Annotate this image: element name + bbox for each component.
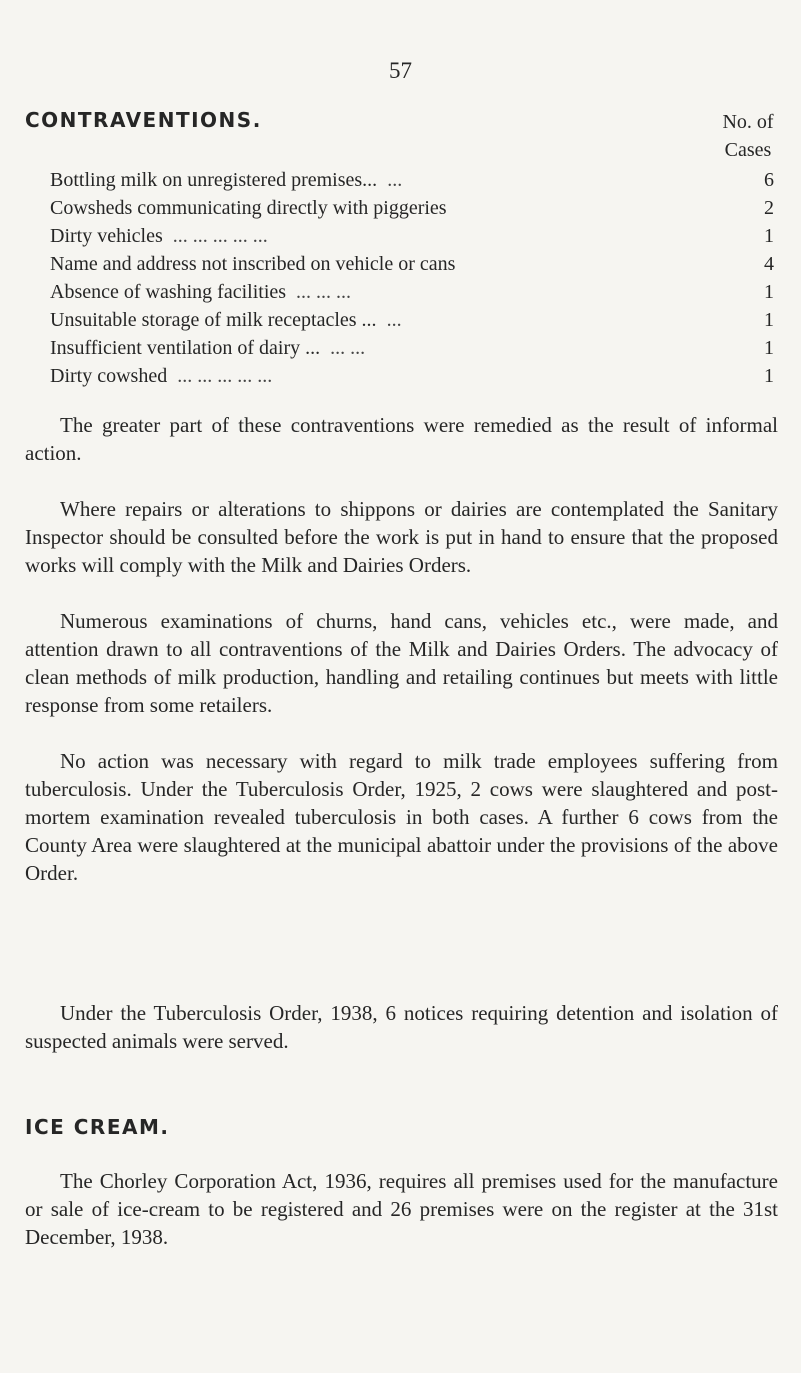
paragraph-informal-action: The greater part of these contraventions were remedied as the result of informal action. bbox=[25, 413, 778, 465]
row-count: 1 bbox=[764, 309, 774, 331]
row-leader: ... ... ... ... ... bbox=[172, 225, 268, 247]
row-leader: ... ... ... bbox=[296, 281, 352, 303]
paragraph-ice-cream: The Chorley Corporation Act, 1936, requires all premises used for the manufacture or sale of ice-cream to be registered and 26 premises were on the register at the 31st December, 1938. bbox=[25, 1169, 778, 1249]
row-leader: ... bbox=[386, 309, 402, 331]
table-row bbox=[50, 278, 774, 306]
page-number: 57 bbox=[389, 58, 412, 83]
contraventions-heading: CONTRAVENTIONS. bbox=[25, 108, 262, 132]
row-label: Name and address not inscribed on vehicle or cans bbox=[50, 253, 456, 275]
table-row bbox=[50, 194, 774, 222]
row-count: 2 bbox=[764, 197, 774, 219]
paragraph-tuberculosis-1938: Under the Tuberculosis Order, 1938, 6 notices requiring detention and isolation of suspected animals were served. bbox=[25, 1001, 778, 1053]
row-label: Dirty vehicles bbox=[50, 225, 163, 247]
table-row bbox=[50, 362, 774, 390]
row-label: Absence of washing facilities bbox=[50, 281, 287, 303]
row-label: Insufficient ventilation of dairy ... bbox=[50, 337, 321, 359]
table-row bbox=[50, 222, 774, 250]
cases-column-header bbox=[718, 108, 778, 164]
row-label: Bottling milk on unregistered premises... bbox=[50, 169, 378, 191]
column-header-line-1: No. of bbox=[722, 111, 774, 133]
row-count: 1 bbox=[764, 225, 774, 247]
row-label: Cowsheds communicating directly with piggeries bbox=[50, 197, 447, 219]
row-label: Dirty cowshed bbox=[50, 365, 168, 387]
paragraph-examinations: Numerous examinations of churns, hand cans, vehicles etc., were made, and attention drawn to all contraventions of the Milk and Dairies Orders. The advocacy of clean methods of milk production, handling and retailing continues but meets with little response from some retailers. bbox=[25, 609, 778, 717]
contraventions-table bbox=[50, 166, 774, 390]
paragraph-tuberculosis-1925: No action was necessary with regard to milk trade employees suffering from tuberculosis. Under the Tuberculosis Order, 1925, 2 cows were slaughtered and post-mortem examination revealed tuberculosis in both cases. A further 6 cows from the County Area were slaughtered at the municipal abattoir under the provisions of the above Order. bbox=[25, 749, 778, 885]
row-count: 1 bbox=[764, 337, 774, 359]
row-count: 4 bbox=[764, 253, 774, 275]
row-leader: ... bbox=[387, 169, 403, 191]
row-label: Unsuitable storage of milk receptacles ... bbox=[50, 309, 377, 331]
row-leader: ... ... bbox=[330, 337, 366, 359]
row-count: 1 bbox=[764, 365, 774, 387]
row-leader: ... ... ... ... ... bbox=[177, 365, 273, 387]
table-row bbox=[50, 250, 774, 278]
table-row bbox=[50, 306, 774, 334]
column-header-line-2: Cases bbox=[724, 139, 772, 161]
row-count: 1 bbox=[764, 281, 774, 303]
row-count: 6 bbox=[764, 169, 774, 191]
table-row bbox=[50, 166, 774, 194]
ice-cream-heading: ICE CREAM. bbox=[25, 1115, 170, 1139]
table-row bbox=[50, 334, 774, 362]
paragraph-repairs: Where repairs or alterations to shippons or dairies are contemplated the Sanitary Inspector should be consulted before the work is put in hand to ensure that the proposed works will comply with the Milk and Dairies Orders. bbox=[25, 497, 778, 577]
